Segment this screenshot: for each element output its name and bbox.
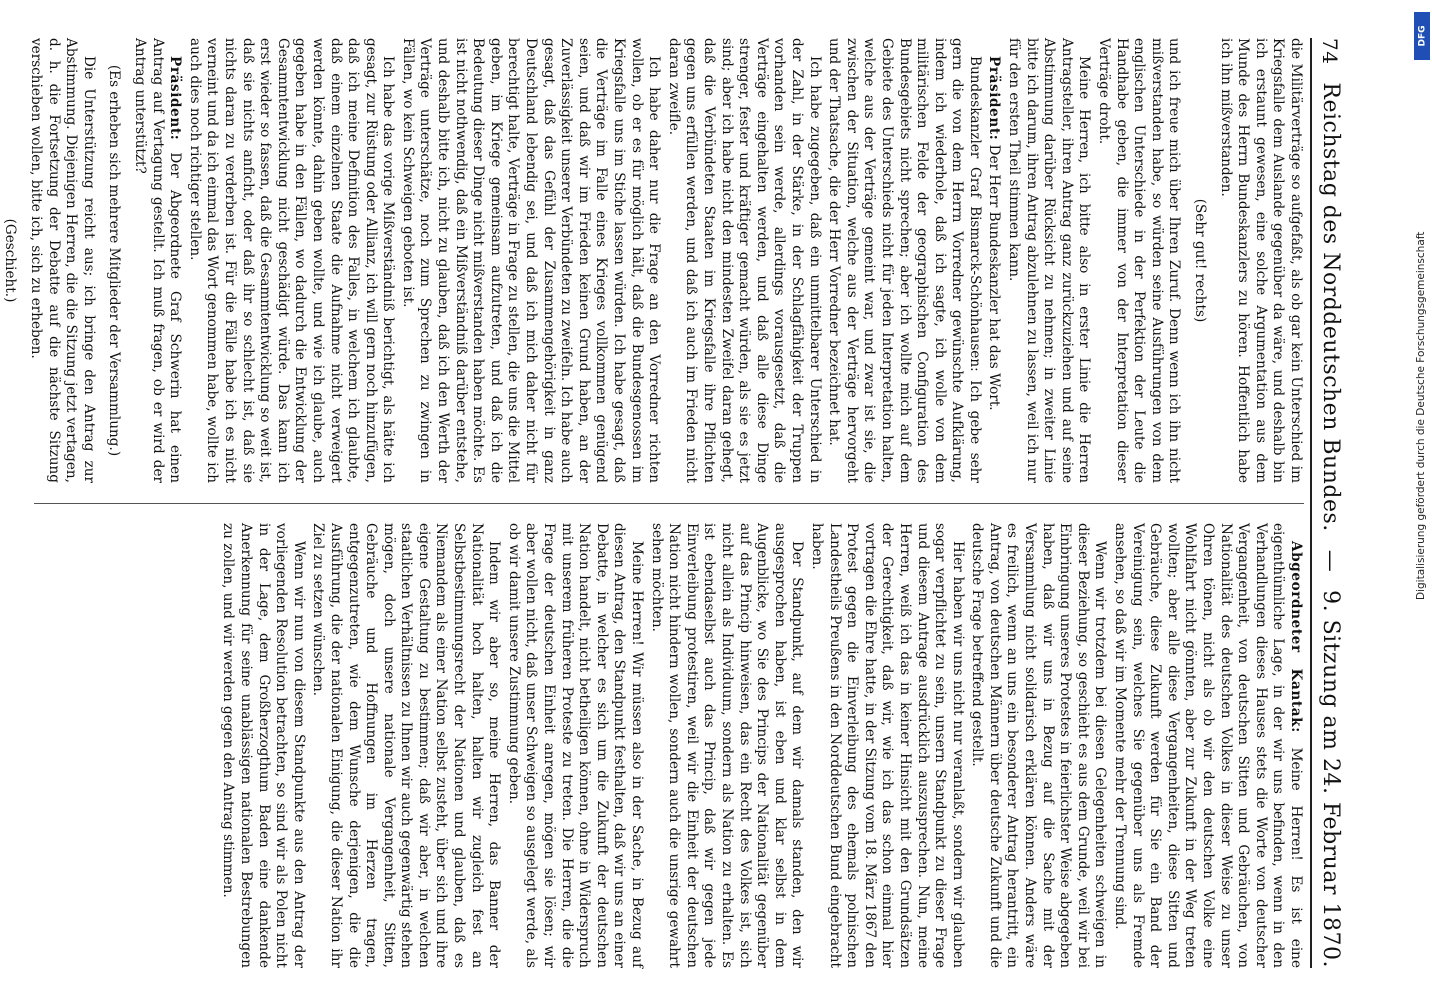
stage-direction: (Geschieht.) [2,218,19,303]
speaker-paragraph [1110,523,1304,968]
header-dash: — [1318,549,1343,573]
speaker-text: Meine Herren! Es ist eine eigenthümliche Lage, in der wir uns befinden, wenn in den Verhandlungen dieses Hauses stets die Worte von deutscher Vergangenheit, von deutschen Sitten und Gebräuchen, von Nationalität des deutschen Volkes in dieser Weise zu unser Ohren tönen, nicht als ob wir den deutschen Volke eine Wohlfahrt nicht gönnten, aber zur Zukunft in der Weg treten wollten; aber alle diese Vergangenheiten, diese Sitten und Gebräuche, diese Zukunft werden für Sie ein Band der Vereinigung sein, welches Sie gegenüber uns als Fremde ansehen, so daß wir im Momente mehr der Trennung sind. [1112,523,1304,968]
header-right-title: 9. Sitzung am 24. Februar 1870. [1318,590,1343,968]
speaker-text: Der Abgeordnete Graf Schwerin hat einen Antrag auf Vertagung gestellt. Ich muß fragen, ob er wird der Antrag unterstützt? [132,38,184,483]
paragraph: Meine Herren, ich bitte also in erster Linie die Herren Antragsteller, ihren Antrag ganz zurückzuziehen und auf seine Abstimmung darüber Rücksicht zu nehmen; in zweiter Linie bitte ich darum, ihren Antrag abzulehnen zu lassen, weil ich nur für den ersten Theil stimmen kann. [1006,38,1093,483]
header-rule [1310,38,1312,968]
paragraph: Bundeskanzler Graf Bismarck-Schönhausen: Ich gebe sehr gern die von dem Herrn Vorredner gewünschte Aufklärung, indem ich wiederhole, daß ich sagte, ich wolle von dem militärischen Felde der geographischen Configuration des Bundesgebiets nicht sprechen; aber ich wollte mich auf dem Gebiete des Unterschieds nicht für jeden Interpretation halten, welche aus der Verträge gemeint war, und zwar ist sie, die zwischen der Situation, welche aus der Verträge hervorgeht und der Thatsache, die der Herr Vorredner bezeichnet hat. [826,38,983,483]
paragraph: Ich habe zugegeben, daß ein unmittelbarer Unterschied in der Zahl, in der Stärke, in der Schlagfähigkeit der Truppen vorhanden sein werde, allerdings vorausgesetzt, daß die Verträge eingehalten werden, und daß alle diese Dinge strenger, fester und kräftiger gemacht würden, als sie es jetzt sind; aber ich habe nicht den mindesten Zweifel daran gehegt, daß die Verbündeten Staaten im Kriegsfalle ihre Pflichten gegen uns erfüllen werden, und daß ich auch im Frieden nicht daran zweifle. [665,38,823,483]
speaker-paragraph [985,38,1003,483]
digitization-note [1413,0,1432,1000]
paragraph: Ich habe das vorige Mißverständniß berichtigt, als hätte ich gesagt, zur Rüstung oder Allianz, ich will gern noch hinzufügen, daß ich meine Definition des Falles, in welchem ich glaubte, daß einem einzelnen Staate die Aufnahme nicht verweigert werden könnte, dahin geben wollte, und wie ich glaube, auch gegeben habe in den Fällen, wo dadurch die Entwicklung der Gesammtentwicklung nicht geschädigt würde. Das kann ich erst wieder so fassen, daß die Gesammtentwicklung so weit ist, daß sie nichts anficht, oder daß ihr so schlecht ist, daß sie nichts daran zu verderben ist. Für die Fälle habe ich es nicht verneint und da ich einmal das Wort genommen habe, wollte ich auch dies noch richtiger stellen. [186,38,397,483]
paragraph: und ich freue mich über Ihren Zuruf. Denn wenn ich ihn nicht mißverstanden habe, so würden seine Ausführungen von dem englischen Unterschiede in der Perfektion der Leute die Handhabe geben, die immer von der Interpretation dieser Verträge droht. [1096,38,1183,483]
right-column [217,523,1304,968]
stage-direction: (Es erheben sich mehrere Mitglieder der Versammlung.) [106,64,123,457]
dfg-logo: DFG [1414,12,1430,60]
paragraph: Wenn wir trotzdem bei diesen Gelegenheiten schweigen in dieser Beziehung, so geschieht es aus dem Grunde, weil wir bei Einbringung unseres Protestes in feierlichster Weise abgegeben haben, daß wir uns in Bezug auf die Sache mit der Versammlung nicht solidarisch erklären können. Anders wäre es freilich, wenn an uns ein besonderer Antrag herantritt, ein Antrag, von deutschen Männern über deutsche Zukunft und die deutsche Frage betreffend gestellt. [969,523,1109,968]
paragraph: Die Unterstützung reicht aus; ich bringe den Antrag zur Abstimmung. Diejenigen Herren, die die Sitzung jetzt vertagen, d. h. die Fortsetzung der Debatte auf die nächste Sitzung verschieben wollen, bitte ich, sich zu erheben. [28,38,97,483]
paragraph: Wenn wir nun von diesem Standpunkte aus den Antrag der vorliegenden Resolution betrachten, so sind wir als Polen nicht in der Lage, dem Großherzogthum Baden eine dankende Anerkennung für seine unablässigen nationalen Bestrebungen zu zollen, und wir werden gegen den Antrag stimmen. [220,523,307,968]
speaker-name: Präsident: [167,56,184,141]
speaker-text: Der Herr Bundeskanzler hat das Wort. [986,140,1003,411]
paragraph: die Militärverträge so aufgefaßt, als ob gar kein Unterschied im Kriegsfalle dem Auslande gegenüber da wäre, und deshalb bin ich erstaunt gewesen, eine solche Argumentation aus dem Munde des Herrn Bundeskanzlers zu hören. Hoffentlich habe ich ihn mißverstanden. [1217,38,1304,483]
speaker-name: Abgeordneter Kantak: [1288,541,1304,733]
digitization-credit: Digitalisierung gefördert durch die Deutsche Forschungsgemeinschaft [1415,231,1427,600]
page-number: 74 [1318,38,1342,65]
column-divider [34,503,1304,504]
stage-direction: (Sehr gut! rechts) [1192,198,1209,323]
paragraph: Ich habe daher nur die Frage an den Vorredner richten wollen, ob er es für möglich hält, daß die Bundesgenossen im Kriegsfalle uns im Stiche lassen würden. Ich habe gesagt, daß die Verträge im Falle eines Krieges vollkommen genügend seien, und daß wir im Frieden keinen Grund haben, an der Zuverlässigkeit unserer Verbündeten zu zweifeln. Ich habe auch gesagt, daß das Gefühl der Zusammengehörigkeit in ganz Deutschland lebendig sei, und daß ich mich daher nicht für berechtigt halte, Verträge in Frage zu stellen, die uns die Mittel geben, im Kriege gemeinsam aufzutreten, und daß ich die Bedeutung dieser Dinge nicht mißverstanden haben möchte. Es ist nicht nothwendig, daß ein Mißverständniß darüber entstehe, und deshalb bitte ich, nicht zu glauben, daß ich den Werth der Verträge unterschätze, noch zum Sprechen zu zwingen in Fällen, wo kein Schweigen geboten ist. [399,38,663,483]
header-left-title: Reichstag des Norddeutschen Bundes. [1318,82,1343,532]
page-header [1318,38,1358,968]
paragraph: Hier haben wir uns nicht nur veranlaßt, sondern wir glauben sogar verpflichtet zu sein, unsern Standpunkt zu dieser Frage und diesem Antrage ausdrücklich auszusprechen. Nun, meine Herren, weiß ich das in keiner Hinsicht mit den Grundsätzen der Gerechtigkeit, daß wir, wie ich das schon einmal hier vortragen die Ehre hatte, in der Sitzung vom 18. März 1867 den Protest gegen die Einverleibung des ehemals polnischen Landestheils Preußens in den Norddeutschen Bund eingebracht haben. [808,523,966,968]
paragraph: Meine Herren! Wir müssen also in der Sache, in Bezug auf diesen Antrag, den Standpunkt festhalten, daß wir uns an einer Debatte, in welcher es sich um die Zukunft der deutschen Nation handelt, nicht betheiligen können, ohne in Widerspruch mit unserem früheren Proteste zu treten. Die Herren, die die Frage der deutschen Einheit anregen, mögen sie lösen; wir aber wollen nicht, daß unser Schweigen so ausgelegt werde, als ob wir damit unsere Zustimmung geben. [505,523,646,968]
paragraph: Indem wir aber so, meine Herren, das Banner der Nationalität hoch halten, halten wir zugleich fest an Selbstbestimmungsrecht der Nationen und glauben, daß es Niemandem als einer Nation selbst zusteht, über sich und ihre eigene Gestaltung zu bestimmen; daß wir aber, in welchen staatlichen Verhältnissen zu Ihnen wir auch gegenwärtig stehen mögen, doch unsere nationale Vergangenheit, Sitten, Gebräuche und Hoffnungen im Herzen tragen, entgegenzutreten, wie dem Wunsche derjenigen, die die Ausführung, die der nationalen Einigung, die dieser Nation ihr Ziel zu setzen wünschen. [310,523,503,968]
left-column [0,38,1304,483]
paragraph: Der Standpunkt, auf dem wir damals standen, den wir ausgesprochen haben, ist eben und klar selbst in dem Augenblicke, wo Sie des Princips der Nationalität gegenüber auf das Princip hinweisen, das ein Recht des Volkes ist, sich nicht allein als Individuum, sondern als Nation zu erhalten. Es ist ebendaselbst auch das Princip, daß wir gegen jede Einverleibung protestiren, weil wir die Einheit der deutschen Nation nicht hindern wollen, sondern auch die unsrige gewahrt sehen möchten. [648,523,806,968]
speaker-name: Präsident: [986,56,1003,141]
speaker-paragraph [130,38,183,483]
